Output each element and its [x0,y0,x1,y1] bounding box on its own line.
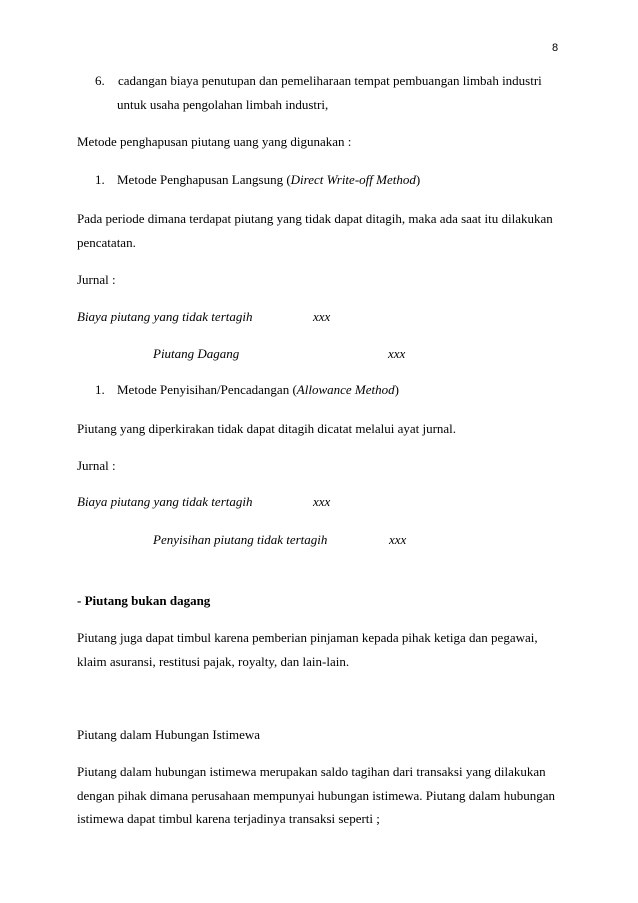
jurnal2-label: Jurnal : [77,458,116,473]
para1-line2: pencatatan. [77,235,136,250]
method1-text [117,172,420,188]
jurnal2-credit-account: Penyisihan piutang tidak tertagih [153,532,328,547]
method-intro: Metode penghapusan piutang uang yang digunakan : [77,134,352,149]
jurnal1-debit-amount: xxx [313,309,331,324]
method2-close: ) [394,382,399,397]
para2: Piutang yang diperkirakan tidak dapat ditagih dicatat melalui ayat jurnal. [77,421,457,436]
jurnal2-debit-amount: xxx [313,494,331,509]
para4-line1: Piutang dalam hubungan istimewa merupakan saldo tagihan dari transaksi yang dilakukan [77,764,546,779]
list-number-6: 6. [95,73,105,88]
jurnal2-credit-amount: xxx [389,532,407,547]
page-number: 8 [552,42,559,54]
para3-line1: Piutang juga dapat timbul karena pemberian pinjaman kepada pihak ketiga dan pegawai, [77,630,538,645]
para4-line2: dengan pihak dimana perusahaan mempunyai hubungan istimewa. Piutang dalam hubungan [77,788,555,803]
item6-line1: cadangan biaya penutupan dan pemeliharaan tempat pembuangan limbah industri [118,73,542,88]
heading-nontrade-receivables: - Piutang bukan dagang [77,593,211,608]
para1-line1: Pada periode dimana terdapat piutang yang tidak dapat ditagih, maka ada saat itu dilakukan [77,211,553,226]
para4-line3: istimewa dapat timbul karena terjadinya transaksi seperti ; [77,811,380,826]
heading-special-relationship: Piutang dalam Hubungan Istimewa [77,727,261,742]
method1-label: Metode Penghapusan Langsung ( [117,172,291,187]
method1-english: Direct Write-off Method [290,172,416,187]
jurnal1-credit-account: Piutang Dagang [153,346,240,361]
jurnal1-label: Jurnal : [77,272,116,287]
para3-line2: klaim asuransi, restitusi pajak, royalty, dan lain-lain. [77,654,350,669]
item6-line2: untuk usaha pengolahan limbah industri, [117,97,329,112]
method2-english: Allowance Method [296,382,395,397]
method1-close: ) [415,172,421,187]
method2-label: Metode Penyisihan/Pencadangan ( [117,382,297,397]
method2-text [117,382,399,398]
method1-number: 1. [95,172,105,187]
jurnal1-credit-amount: xxx [388,346,406,361]
method2-number: 1. [95,382,105,397]
jurnal2-debit-account: Biaya piutang yang tidak tertagih [77,494,253,509]
jurnal1-debit-account: Biaya piutang yang tidak tertagih [77,309,253,324]
